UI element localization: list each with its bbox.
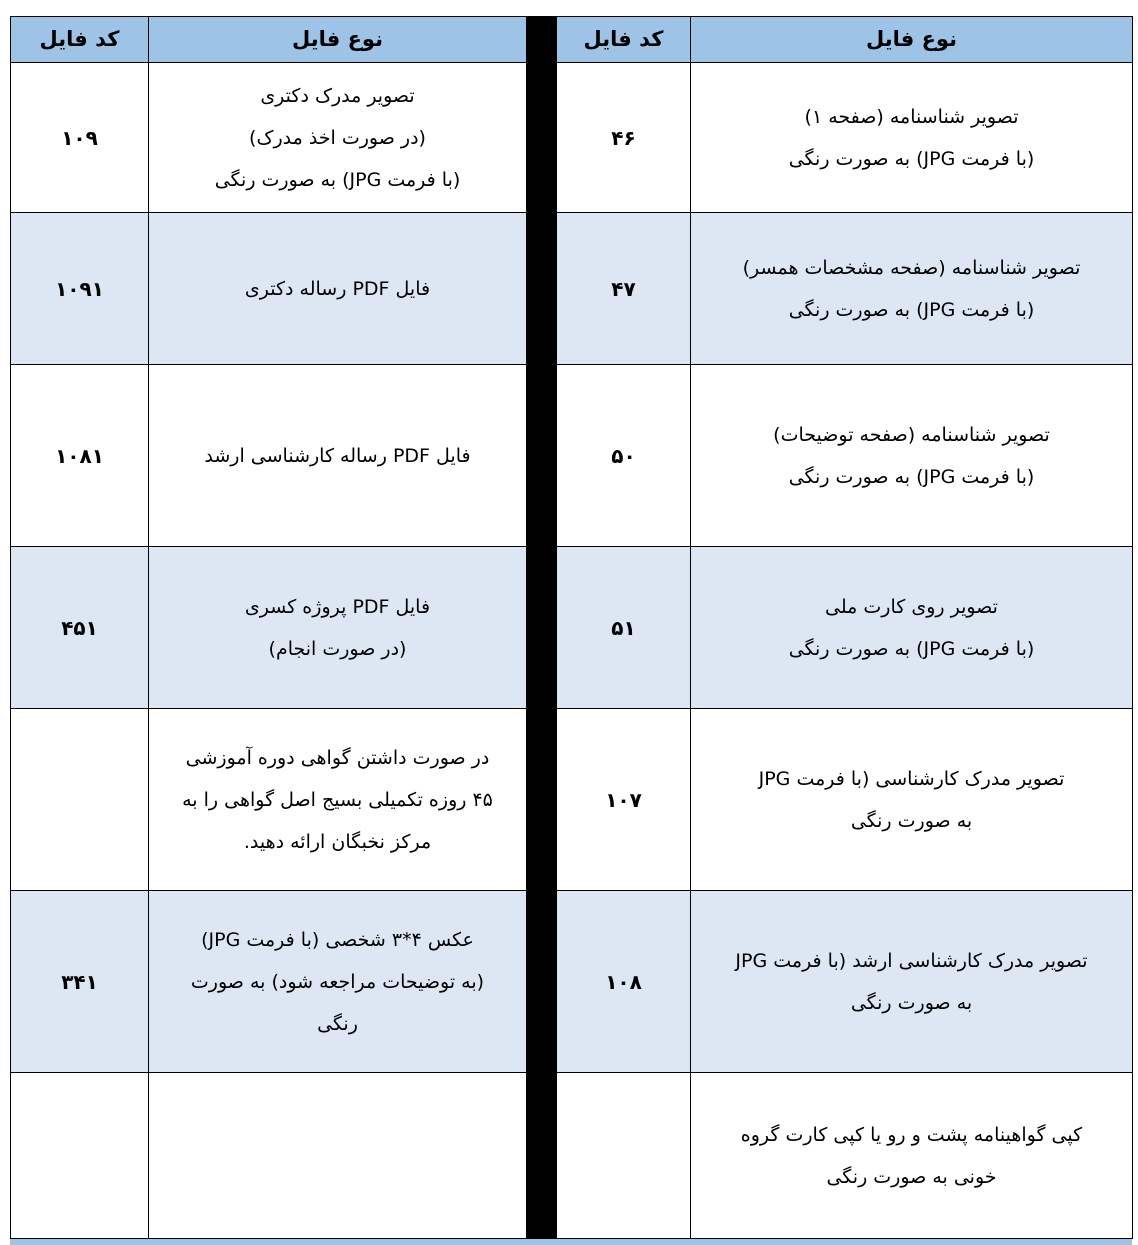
file-type-cell-left — [149, 891, 527, 1073]
file-type-line: تصویر مدرک کارشناسی ارشد (با فرمت JPG — [735, 949, 1088, 972]
file-type-line: عکس ۴*۳ شخصی (با فرمت JPG) — [201, 928, 474, 951]
file-code-cell-right — [557, 1073, 691, 1239]
header-file-type-right: نوع فایل — [691, 17, 1133, 63]
file-code-cell-right: ۴۷ — [557, 213, 691, 365]
table-row — [11, 891, 1133, 1073]
file-codes-table — [10, 16, 1133, 1239]
file-type-line: مرکز نخبگان ارائه دهید. — [243, 830, 432, 853]
file-type-line: رنگی — [317, 1012, 358, 1035]
file-type-line: (در صورت انجام) — [268, 637, 407, 660]
file-type-line: فایل PDF پروژه کسری — [244, 595, 431, 618]
column-separator — [527, 63, 557, 213]
file-code-cell-right: ۱۰۷ — [557, 709, 691, 891]
file-type-cell-left — [149, 63, 527, 213]
file-type-cell-left — [149, 1073, 527, 1239]
file-type-line: (با فرمت JPG) به صورت رنگی — [788, 298, 1035, 321]
header-row — [11, 17, 1133, 63]
file-code-cell-left: ۱۰۹ — [11, 63, 149, 213]
file-type-line: تصویر شناسنامه (صفحه توضیحات) — [773, 423, 1050, 446]
file-type-line: تصویر روی کارت ملی — [825, 595, 998, 618]
table-row — [11, 63, 1133, 213]
file-type-line: تصویر مدرک دکتری — [260, 84, 415, 107]
file-code-cell-left: ۳۴۱ — [11, 891, 149, 1073]
column-separator — [527, 365, 557, 547]
file-type-line: (به توضیحات مراجعه شود) به صورت — [190, 970, 485, 993]
file-code-cell-right: ۵۱ — [557, 547, 691, 709]
file-type-line: به صورت رنگی — [850, 809, 973, 832]
table-row — [11, 1073, 1133, 1239]
file-type-cell-left — [149, 547, 527, 709]
file-type-cell-right — [691, 709, 1133, 891]
table-row — [11, 213, 1133, 365]
file-code-cell-right: ۱۰۸ — [557, 891, 691, 1073]
file-code-cell-left: ۴۵۱ — [11, 547, 149, 709]
file-type-cell-right — [691, 365, 1133, 547]
file-type-cell-right — [691, 891, 1133, 1073]
table-row — [11, 365, 1133, 547]
header-file-type-left: نوع فایل — [149, 17, 527, 63]
header-file-code-right: کد فایل — [557, 17, 691, 63]
file-code-cell-left: ۱۰۸۱ — [11, 365, 149, 547]
file-type-line: تصویر مدرک کارشناسی (با فرمت JPG — [758, 767, 1065, 790]
file-code-cell-right: ۴۶ — [557, 63, 691, 213]
file-type-line: تصویر شناسنامه (صفحه ۱) — [804, 105, 1019, 128]
file-type-line: ۴۵ روزه تکمیلی بسیج اصل گواهی را به — [182, 788, 493, 811]
column-separator — [527, 891, 557, 1073]
file-type-line: خونی به صورت رنگی — [826, 1165, 997, 1188]
file-type-cell-right — [691, 213, 1133, 365]
file-type-cell-right — [691, 63, 1133, 213]
table-row — [11, 547, 1133, 709]
file-type-cell-right — [691, 1073, 1133, 1239]
column-separator — [527, 1073, 557, 1239]
file-type-line: فایل PDF رساله دکتری — [244, 277, 431, 300]
table-row — [11, 709, 1133, 891]
file-code-cell-left — [11, 1073, 149, 1239]
column-separator — [527, 709, 557, 891]
file-type-line: (با فرمت JPG) به صورت رنگی — [788, 465, 1035, 488]
column-separator — [527, 17, 557, 63]
file-type-line: (در صورت اخذ مدرک) — [249, 126, 426, 149]
file-type-line: فایل PDF رساله کارشناسی ارشد — [204, 444, 471, 467]
file-code-cell-left: ۱۰۹۱ — [11, 213, 149, 365]
file-code-cell-left — [11, 709, 149, 891]
file-type-cell-left — [149, 365, 527, 547]
file-type-cell-left — [149, 709, 527, 891]
file-type-line: در صورت داشتن گواهی دوره آموزشی — [185, 746, 490, 769]
file-type-line: (با فرمت JPG) به صورت رنگی — [214, 168, 461, 191]
file-type-line: کپی گواهینامه پشت و رو یا کپی کارت گروه — [740, 1123, 1083, 1146]
column-separator — [527, 547, 557, 709]
file-code-cell-right: ۵۰ — [557, 365, 691, 547]
file-type-cell-right — [691, 547, 1133, 709]
file-type-line: (با فرمت JPG) به صورت رنگی — [788, 637, 1035, 660]
column-separator — [527, 213, 557, 365]
file-type-line: (با فرمت JPG) به صورت رنگی — [788, 147, 1035, 170]
file-type-cell-left — [149, 213, 527, 365]
file-type-line: به صورت رنگی — [850, 991, 973, 1014]
header-file-code-left: کد فایل — [11, 17, 149, 63]
file-type-line: تصویر شناسنامه (صفحه مشخصات همسر) — [742, 256, 1081, 279]
